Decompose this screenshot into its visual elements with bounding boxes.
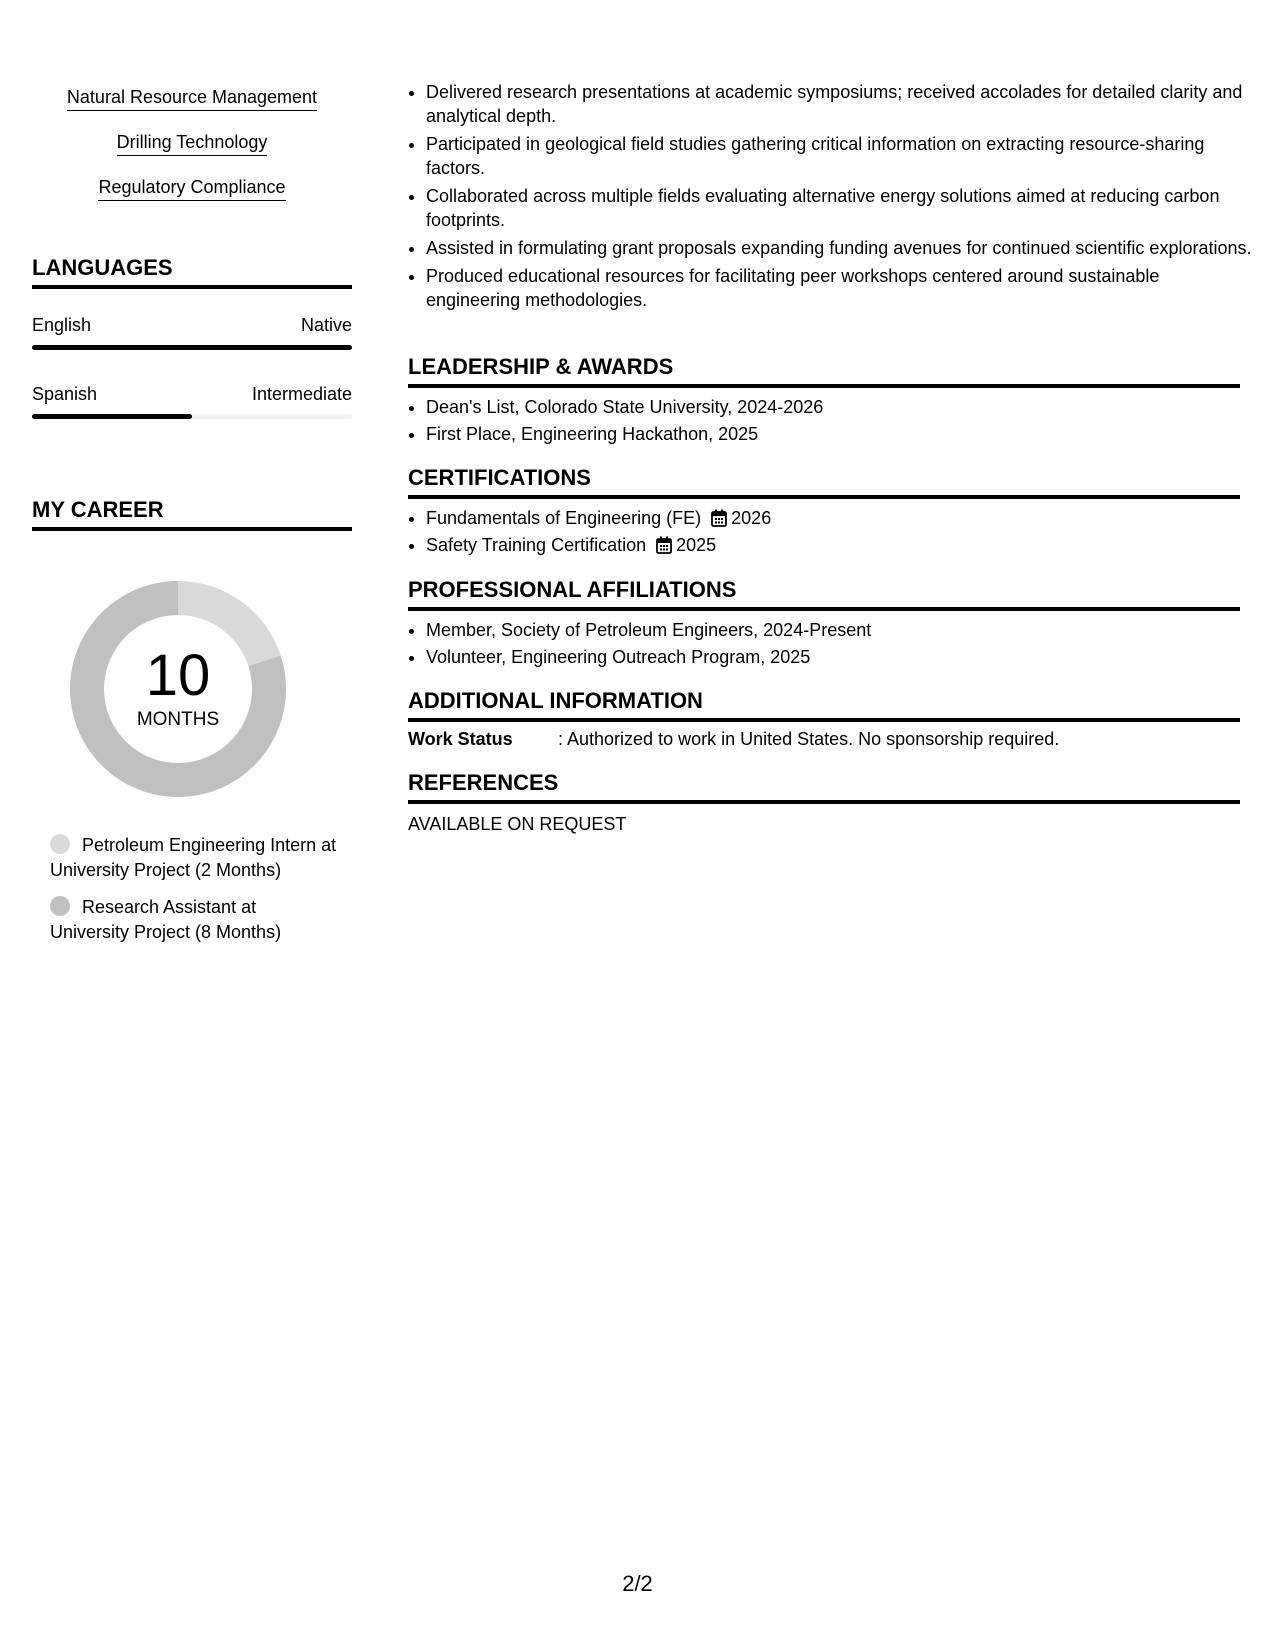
- legend-label: Petroleum Engineering Intern at University Project (2 Months): [50, 835, 337, 880]
- certification-name: Fundamentals of Engineering (FE): [426, 508, 702, 528]
- language-row: [32, 382, 352, 406]
- work-status-value: : Authorized to work in United States. No sponsorship required.: [558, 729, 1060, 749]
- language-name: English: [32, 314, 92, 335]
- additional-info-heading: ADDITIONAL INFORMATION: [408, 686, 1240, 722]
- language-level: Intermediate: [251, 383, 352, 404]
- certification-year: 2026: [731, 508, 772, 528]
- language-proficiency-bar: [32, 414, 352, 419]
- affiliations-list: [408, 617, 1258, 671]
- language-level: Native: [300, 314, 352, 335]
- list-item: • Delivered research presentations at academic symposiums; received accolades for detailed clarity and analytical depth.: [426, 80, 1258, 128]
- language-name: Spanish: [32, 383, 98, 404]
- references-heading: REFERENCES: [408, 768, 1240, 804]
- work-status-label: Work Status: [408, 729, 513, 749]
- leadership-heading: LEADERSHIP & AWARDS: [408, 352, 1240, 388]
- list-item: • Collaborated across multiple fields evaluating alternative energy solutions aimed at reducing carbon footprints.: [426, 184, 1258, 232]
- career-legend-item: [50, 895, 340, 945]
- affiliations-heading: PROFESSIONAL AFFILIATIONS: [408, 575, 1240, 611]
- list-item: • Assisted in formulating grant proposals expanding funding avenues for continued scientific explorations.: [426, 236, 1258, 260]
- donut-center: [64, 575, 292, 803]
- career-donut-chart: [64, 575, 292, 803]
- language-proficiency-fill: [32, 414, 192, 419]
- language-row: [32, 313, 352, 337]
- language-proficiency-bar: [32, 345, 352, 350]
- page-number: 2/2: [622, 1571, 653, 1596]
- list-item: • Produced educational resources for facilitating peer workshops centered around sustainable engineering methodologies.: [426, 264, 1258, 312]
- list-item: • Member, Society of Petroleum Engineers, 2024-Present: [426, 617, 1258, 644]
- list-item: [426, 505, 1258, 532]
- calendar-icon: [656, 536, 672, 554]
- list-item: • Dean's List, Colorado State University, 2024-2026: [426, 394, 1258, 421]
- experience-bullets: [408, 80, 1258, 316]
- certification-name: Safety Training Certification: [426, 535, 647, 555]
- list-item: • First Place, Engineering Hackathon, 2025: [426, 421, 1258, 448]
- career-total-value: 10: [145, 643, 211, 708]
- list-item: • Volunteer, Engineering Outreach Program, 2025: [426, 644, 1258, 671]
- legend-swatch: [50, 834, 70, 854]
- list-item: • Participated in geological field studies gathering critical information on extracting resource-sharing factors.: [426, 132, 1258, 180]
- career-heading: MY CAREER: [32, 495, 352, 531]
- career-legend-item: [50, 833, 340, 883]
- language-proficiency-fill: [32, 345, 352, 350]
- career-total-unit: MONTHS: [136, 709, 220, 730]
- skill-item: Regulatory Compliance: [98, 176, 285, 201]
- calendar-icon: [711, 509, 727, 527]
- certifications-list: [408, 505, 1258, 559]
- leadership-list: [408, 394, 1258, 448]
- legend-label: Research Assistant at University Project (8 Months): [50, 897, 282, 942]
- languages-heading: LANGUAGES: [32, 253, 352, 289]
- skills-list: [32, 86, 352, 221]
- legend-swatch: [50, 896, 70, 916]
- skill-item: Natural Resource Management: [67, 86, 317, 111]
- list-item: [426, 532, 1258, 559]
- certifications-heading: CERTIFICATIONS: [408, 463, 1240, 499]
- skill-item: Drilling Technology: [117, 131, 268, 156]
- certification-year: 2025: [676, 535, 717, 555]
- work-status-row: [408, 727, 1240, 751]
- references-text: AVAILABLE ON REQUEST: [408, 814, 627, 834]
